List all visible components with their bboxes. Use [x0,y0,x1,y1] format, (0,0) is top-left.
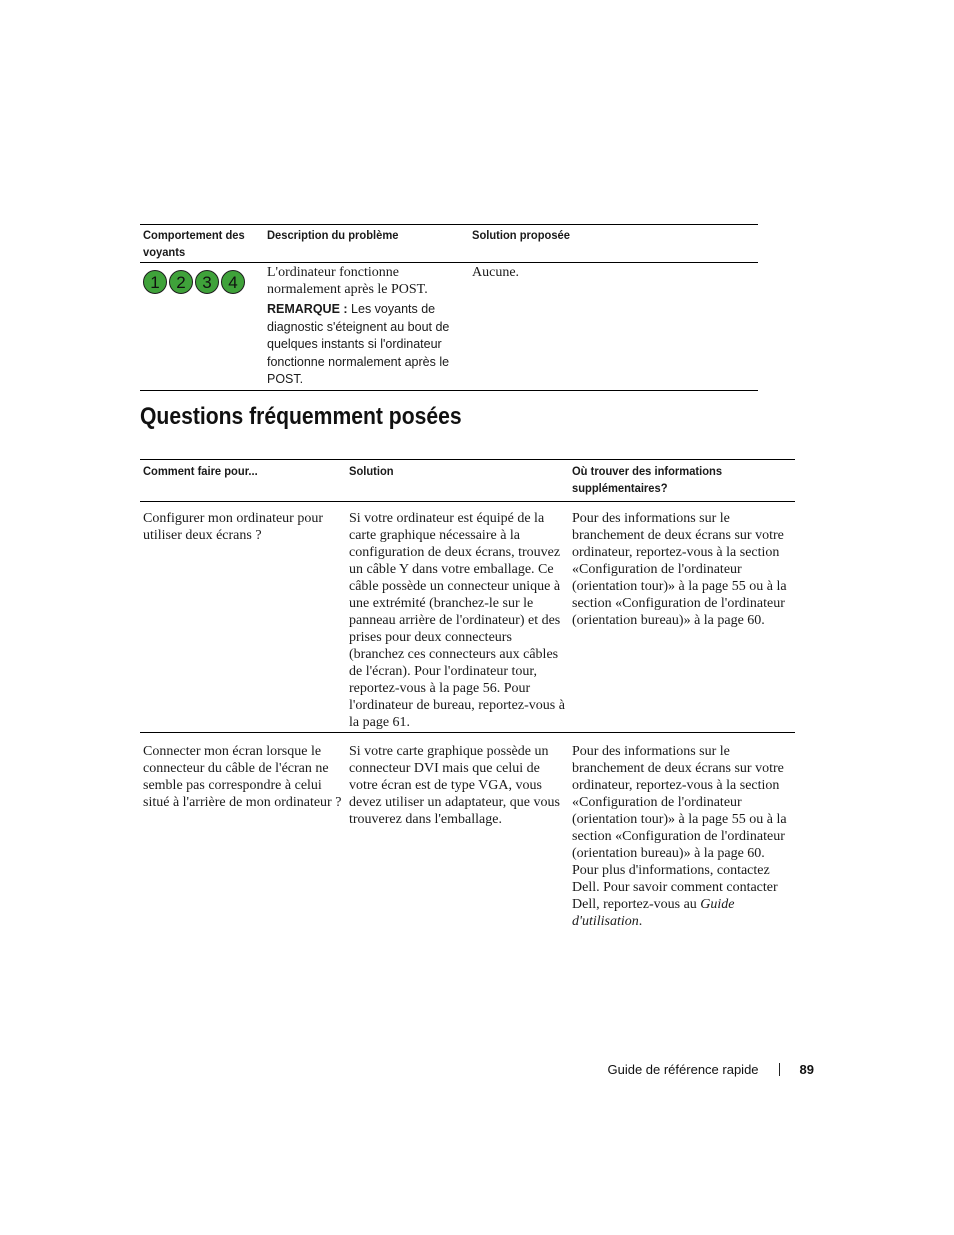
page-footer [607,1062,814,1077]
led-1-icon: 1 [143,270,167,294]
guide-title: Guide de référence rapide [607,1062,759,1077]
faq-question: Configurer mon ordinateur pour utiliser deux écrans ? [143,511,324,543]
faq-solution: Si votre carte graphique possède un connecteur DVI mais que celui de votre écran est de type VGA, vous devez utiliser un adaptateur, que vous trouverez dans l'emballage. [349,744,560,827]
faq-more-info [572,743,791,930]
section-title: Questions fréquemment posées [140,403,462,430]
faq-question: Connecter mon écran lorsque le connecteur du câble de l'écran ne semble pas correspondre à celui situé à l'arrière de mon ordinateur ? [143,744,342,810]
faq-table [140,459,795,930]
column-header-solution: Solution [349,464,394,478]
footer-divider [779,1063,780,1076]
diagnostic-leds [143,263,267,294]
note-label: REMARQUE : [267,302,348,316]
note [267,301,472,389]
column-header-how-to: Comment faire pour... [143,464,258,478]
table-header [140,224,758,263]
table-row [140,502,795,733]
led-4-icon: 4 [221,270,245,294]
column-header-solution: Solution proposée [472,228,570,242]
diagnostic-lights-table [140,224,758,391]
faq-solution: Si votre ordinateur est équipé de la carte graphique nécessaire à la configuration de deux écrans, trouvez un câble Y dans votre emballage. Ce câble possède un connecteur unique à une extrémité (branchez-le sur le panneau arrière de l'ordinateur) et des prises pour deux connecteurs (branchez ces connecteurs aux câbles de l'écran). Pour l'ordinateur tour, reportez-vous à la page 56. Pour l'ordinateur de bureau, reportez-vous à la page 61. [349,511,565,730]
note-text: Les voyants de diagnostic s'éteignent au bout de quelques instants si l'ordinateur fonctionne normalement après le POST. [267,302,450,386]
led-3-icon: 3 [195,270,219,294]
column-header-problem: Description du problème [267,228,399,242]
table-row [140,263,758,391]
led-2-icon: 2 [169,270,193,294]
faq-more-info-end: . [638,914,643,929]
faq-more-info-text: Pour des informations sur le branchement de deux écrans sur votre ordinateur, reportez-vous à la section «Configuration de l'ordinateur (orientation tour)» à la page 55 ou à la section «Configuration de l'ordinateur (orientation bureau)» à la page 60. Pour plus d'informations, contactez Dell. Pour savoir comment contacter Dell, reportez-vous au [572,744,787,912]
user-guide-reference: Guide d'utilisation [572,897,735,929]
column-header-lights: Comportement des voyants [143,228,245,259]
table-row [140,733,795,930]
table-header [140,459,795,502]
page-number: 89 [799,1062,814,1077]
faq-more-info: Pour des informations sur le branchement de deux écrans sur votre ordinateur, reportez-vous à la section «Configuration de l'ordinateur (orientation tour)» à la page 55 ou à la section «Configuration de l'ordinateur (orientation bureau)» à la page 60. [572,511,787,628]
proposed-solution: Aucune. [472,265,520,280]
column-header-more-info: Où trouver des informations supplémentaires? [572,464,723,495]
problem-description: L'ordinateur fonctionne normalement après le POST. [267,265,428,297]
